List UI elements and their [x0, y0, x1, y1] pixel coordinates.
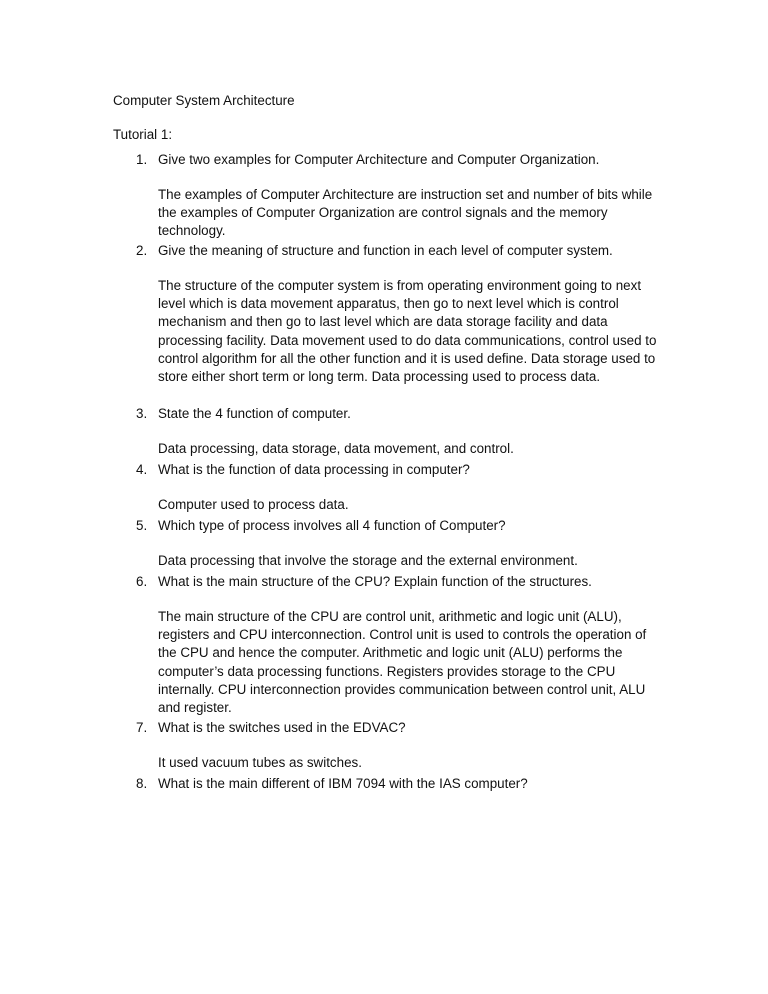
answer-text: Data processing, data storage, data movement, and control.	[158, 441, 514, 456]
question-number: 3.	[136, 406, 148, 421]
answer-text: The main structure of the CPU are control unit, arithmetic and logic unit (ALU), registers and CPU interconnection. Control unit is used to controls the operation of the CPU and hence the computer. Arithmetic and logic unit (ALU) performs the computer’s data processing functions. Registers provides storage to the CPU internally. CPU interconnection provides communication between control unit, ALU and register.	[158, 609, 647, 716]
question-text: Give two examples for Computer Architecture and Computer Organization.	[158, 152, 600, 167]
answer-text: The structure of the computer system is from operating environment going to next level which is data movement apparatus, then go to next level which is control mechanism and then go to last level which are data storage facility and data processing facility. Data movement used to do data communications, control used to control algorithm for all the other function and it is used define. Data storage used to store either short term or long term. Data processing used to process data.	[158, 278, 657, 385]
tutorial-heading: Tutorial 1:	[113, 127, 173, 142]
answer-text: Computer used to process data.	[158, 497, 349, 512]
question-text: What is the main different of IBM 7094 with the IAS computer?	[158, 776, 528, 791]
question-number: 5.	[136, 518, 148, 533]
question-text: What is the main structure of the CPU? Explain function of the structures.	[158, 574, 592, 589]
question-number: 4.	[136, 462, 148, 477]
question-number: 8.	[136, 776, 148, 791]
question-text: Which type of process involves all 4 function of Computer?	[158, 518, 506, 533]
question-text: What is the function of data processing in computer?	[158, 462, 470, 477]
answer-text: Data processing that involve the storage and the external environment.	[158, 553, 578, 568]
question-text: State the 4 function of computer.	[158, 406, 351, 421]
question-number: 6.	[136, 574, 148, 589]
question-number: 1.	[136, 152, 148, 167]
answer-text: The examples of Computer Architecture are instruction set and number of bits while the examples of Computer Organization are control signals and the memory technology.	[158, 187, 653, 239]
question-number: 7.	[136, 720, 148, 735]
question-number: 2.	[136, 243, 148, 258]
answer-text: It used vacuum tubes as switches.	[158, 755, 362, 770]
question-text: What is the switches used in the EDVAC?	[158, 720, 406, 735]
question-text: Give the meaning of structure and function in each level of computer system.	[158, 243, 613, 258]
document-title: Computer System Architecture	[113, 93, 295, 108]
